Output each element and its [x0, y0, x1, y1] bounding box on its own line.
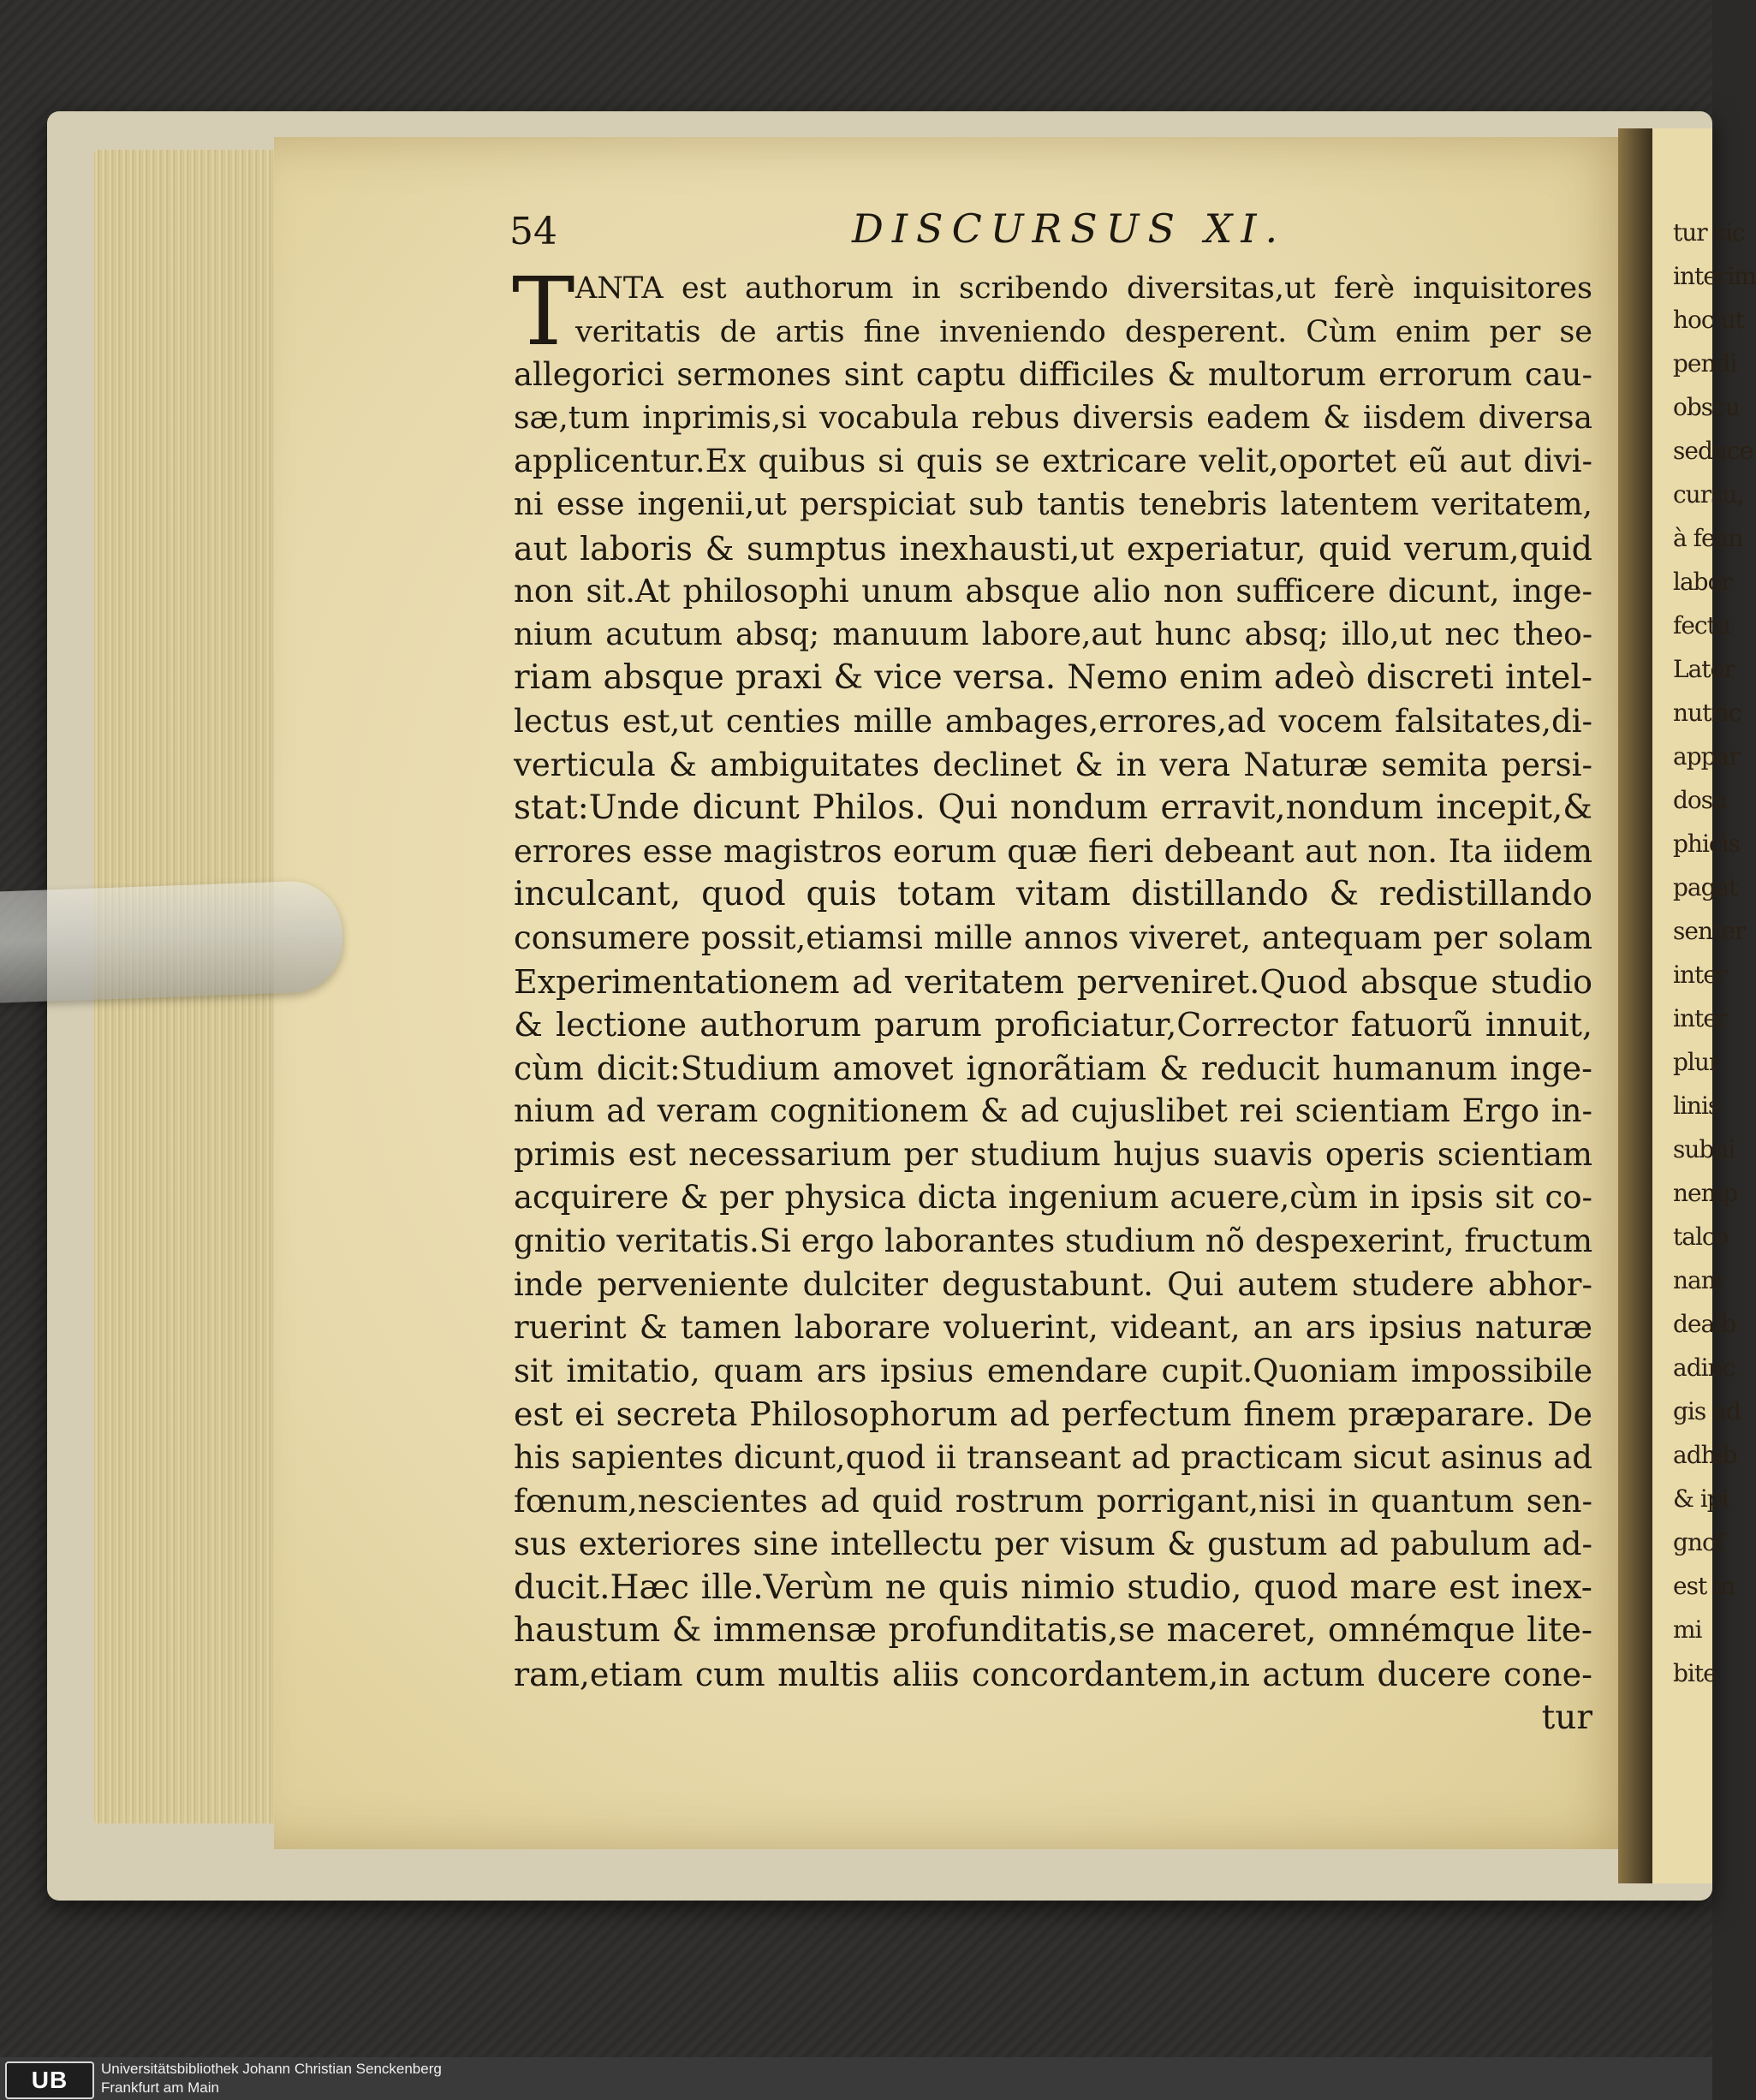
text-line: nium acutum absq; manuum labore,aut hunc absq; illo,ut nec theo-	[514, 616, 1592, 652]
text-line: allegorici sermones sint captu difficiles & multorum errorum cau-	[514, 356, 1592, 394]
institution-name: Universitätsbibliothek Johann Christian Senckenberg	[101, 2061, 442, 2077]
facing-page-fragment: dealb	[1673, 1310, 1736, 1338]
facing-page-fragment: gnof	[1673, 1528, 1724, 1556]
text-line: consumere possit,etiamsi mille annos viveret, antequam per solam	[514, 919, 1592, 956]
facing-page-fragment: bite	[1673, 1659, 1717, 1687]
text-line: inculcant, quod quis totam vitam distillando & redistillando	[514, 875, 1592, 914]
facing-page-fragment: plur	[1673, 1048, 1720, 1076]
text-line: ANTA est authorum in scribendo diversitas,ut ferè inquisitores	[575, 271, 1592, 306]
facing-page-fragment: adinc	[1673, 1353, 1735, 1382]
text-line: inde perveniente dulciter degustabunt. Qui autem studere abhor-	[514, 1265, 1592, 1303]
text-line: acquirere & per physica dicta ingenium acuere,cùm in ipsis sit co-	[514, 1179, 1592, 1217]
facing-page-fragment: pendi	[1673, 349, 1737, 378]
text-line: cùm dicit:Studium amovet ignorãtiam & reducit humanum inge-	[514, 1049, 1592, 1087]
facing-page-fragment: labor	[1673, 568, 1732, 596]
facing-page-fragment: nam	[1673, 1266, 1723, 1294]
facing-page-fragment: fectu	[1673, 611, 1730, 640]
facing-page-fragment: interim	[1673, 262, 1756, 290]
facing-page-fragment: gis ad	[1673, 1397, 1741, 1425]
text-line: Experimentationem ad veritatem perveniret.Quod absque studio	[514, 962, 1592, 1001]
text-line: errores esse magistros eorum quæ fieri debeant aut non. Ita iidem	[514, 832, 1592, 870]
facing-page-fragment: senter	[1673, 917, 1746, 945]
body-text	[512, 257, 1593, 1740]
text-line: stat:Unde dicunt Philos. Qui nondum erravit,nondum incepit,&	[514, 788, 1592, 828]
text-line: ruerint & tamen laborare voluerint, videant, an ars ipsius naturæ	[514, 1309, 1592, 1347]
facing-page-fragment: obscu	[1673, 393, 1740, 421]
footer-bar	[0, 2057, 1712, 2100]
text-line: riam absque praxi & vice versa. Nemo enim adeò discreti intel-	[514, 658, 1592, 698]
text-line: aut laboris & sumptus inexhausti,ut experiatur, quid verum,quid	[514, 529, 1592, 568]
text-line: verticula & ambiguitates declinet & in vera Naturæ semita persi-	[514, 746, 1592, 783]
facing-page-fragment: hoc ut	[1673, 306, 1744, 334]
text-line: ducit.Hæc ille.Verùm ne quis nimio studio, quod mare est inex-	[514, 1568, 1592, 1607]
text-line: & lectione authorum parum proficiatur,Corrector fatuorũ innuit,	[514, 1006, 1592, 1044]
facing-page-fragment: subni	[1673, 1135, 1735, 1163]
facing-page-fragment: mi	[1673, 1615, 1702, 1644]
facing-page-fragment: talco	[1673, 1223, 1729, 1251]
text-line: sus exteriores sine intellectu per visum & gustum ad pabulum ad-	[514, 1526, 1592, 1563]
facing-page-fragment: appar	[1673, 742, 1740, 770]
institution-city: Frankfurt am Main	[101, 2079, 219, 2096]
facing-page-fragment: linis	[1673, 1092, 1720, 1120]
facing-page-fragment: inter	[1673, 1004, 1728, 1032]
text-line: non sit.At philosophi unum absque alio non sufficere dicunt, inge-	[514, 573, 1592, 610]
text-line: gnitio veritatis.Si ergo laborantes studium nõ despexerint, fructum	[514, 1223, 1593, 1260]
text-line: his sapientes dicunt,quod ii transeant ad practicam sicut asinus ad	[514, 1439, 1592, 1477]
text-line: sæ,tum inprimis,si vocabula rebus diversis eadem & iisdem diversa	[514, 400, 1592, 436]
text-line: veritatis de artis fine inveniendo desperent. Cùm enim per se	[575, 314, 1592, 349]
text-line: nium ad veram cognitionem & ad cujuslibet rei scientiam Ergo in-	[514, 1092, 1592, 1130]
facing-page	[1652, 128, 1756, 1883]
facing-page-fragment: seduce	[1673, 437, 1753, 465]
catchword: tur	[1541, 1698, 1592, 1737]
book-gutter	[1618, 128, 1652, 1883]
facing-page-fragment: Lator	[1673, 655, 1735, 683]
text-line: haustum & immensæ profunditatis,se maceret, omnémque lite-	[514, 1611, 1592, 1651]
facing-page-fragment: cursu,	[1673, 480, 1744, 509]
text-line: ni esse ingenii,ut perspiciat sub tantis tenebris latentem veritatem,	[514, 486, 1592, 522]
page-clip-bookmark	[0, 880, 344, 1004]
text-line: est ei secreta Philosophorum ad perfectum finem præparare. De	[514, 1395, 1592, 1434]
running-head: DISCURSUS XI.	[852, 205, 1287, 252]
text-line: fœnum,nescientes ad quid rostrum porrigant,nisi in quantum sen-	[514, 1482, 1592, 1520]
text-line: applicentur.Ex quibus si quis se extricare velit,oportet eũ aut divi-	[514, 443, 1592, 480]
facing-page-fragment: est in	[1673, 1572, 1735, 1600]
text-line: ram,etiam cum multis aliis concordantem,in actum ducere cone-	[514, 1656, 1592, 1693]
facing-page-fragment: nutric	[1673, 699, 1741, 727]
page-number: 54	[509, 210, 557, 253]
facing-page-fragment: dosu	[1673, 786, 1728, 814]
facing-page-fragment: pagat	[1673, 873, 1738, 901]
text-line: lectus est,ut centies mille ambages,errores,ad vocem falsitates,di-	[514, 702, 1592, 740]
drop-cap: T	[512, 257, 575, 366]
facing-page-fragment: inter	[1673, 961, 1728, 989]
facing-page-fragment: nemp	[1673, 1179, 1738, 1207]
library-logo: UB	[5, 2061, 94, 2099]
facing-page-fragment: adhib	[1673, 1441, 1737, 1469]
facing-page-fragment: phicis	[1673, 830, 1740, 858]
facing-page-fragment: & ipi	[1673, 1484, 1729, 1513]
text-line: sit imitatio, quam ars ipsius emendare cupit.Quoniam impossibile	[514, 1352, 1592, 1389]
text-line: primis est necessarium per studium hujus suavis operis scientiam	[514, 1135, 1592, 1173]
facing-page-fragment: tur sic	[1673, 218, 1745, 247]
facing-page-fragment: à fean	[1673, 524, 1743, 552]
